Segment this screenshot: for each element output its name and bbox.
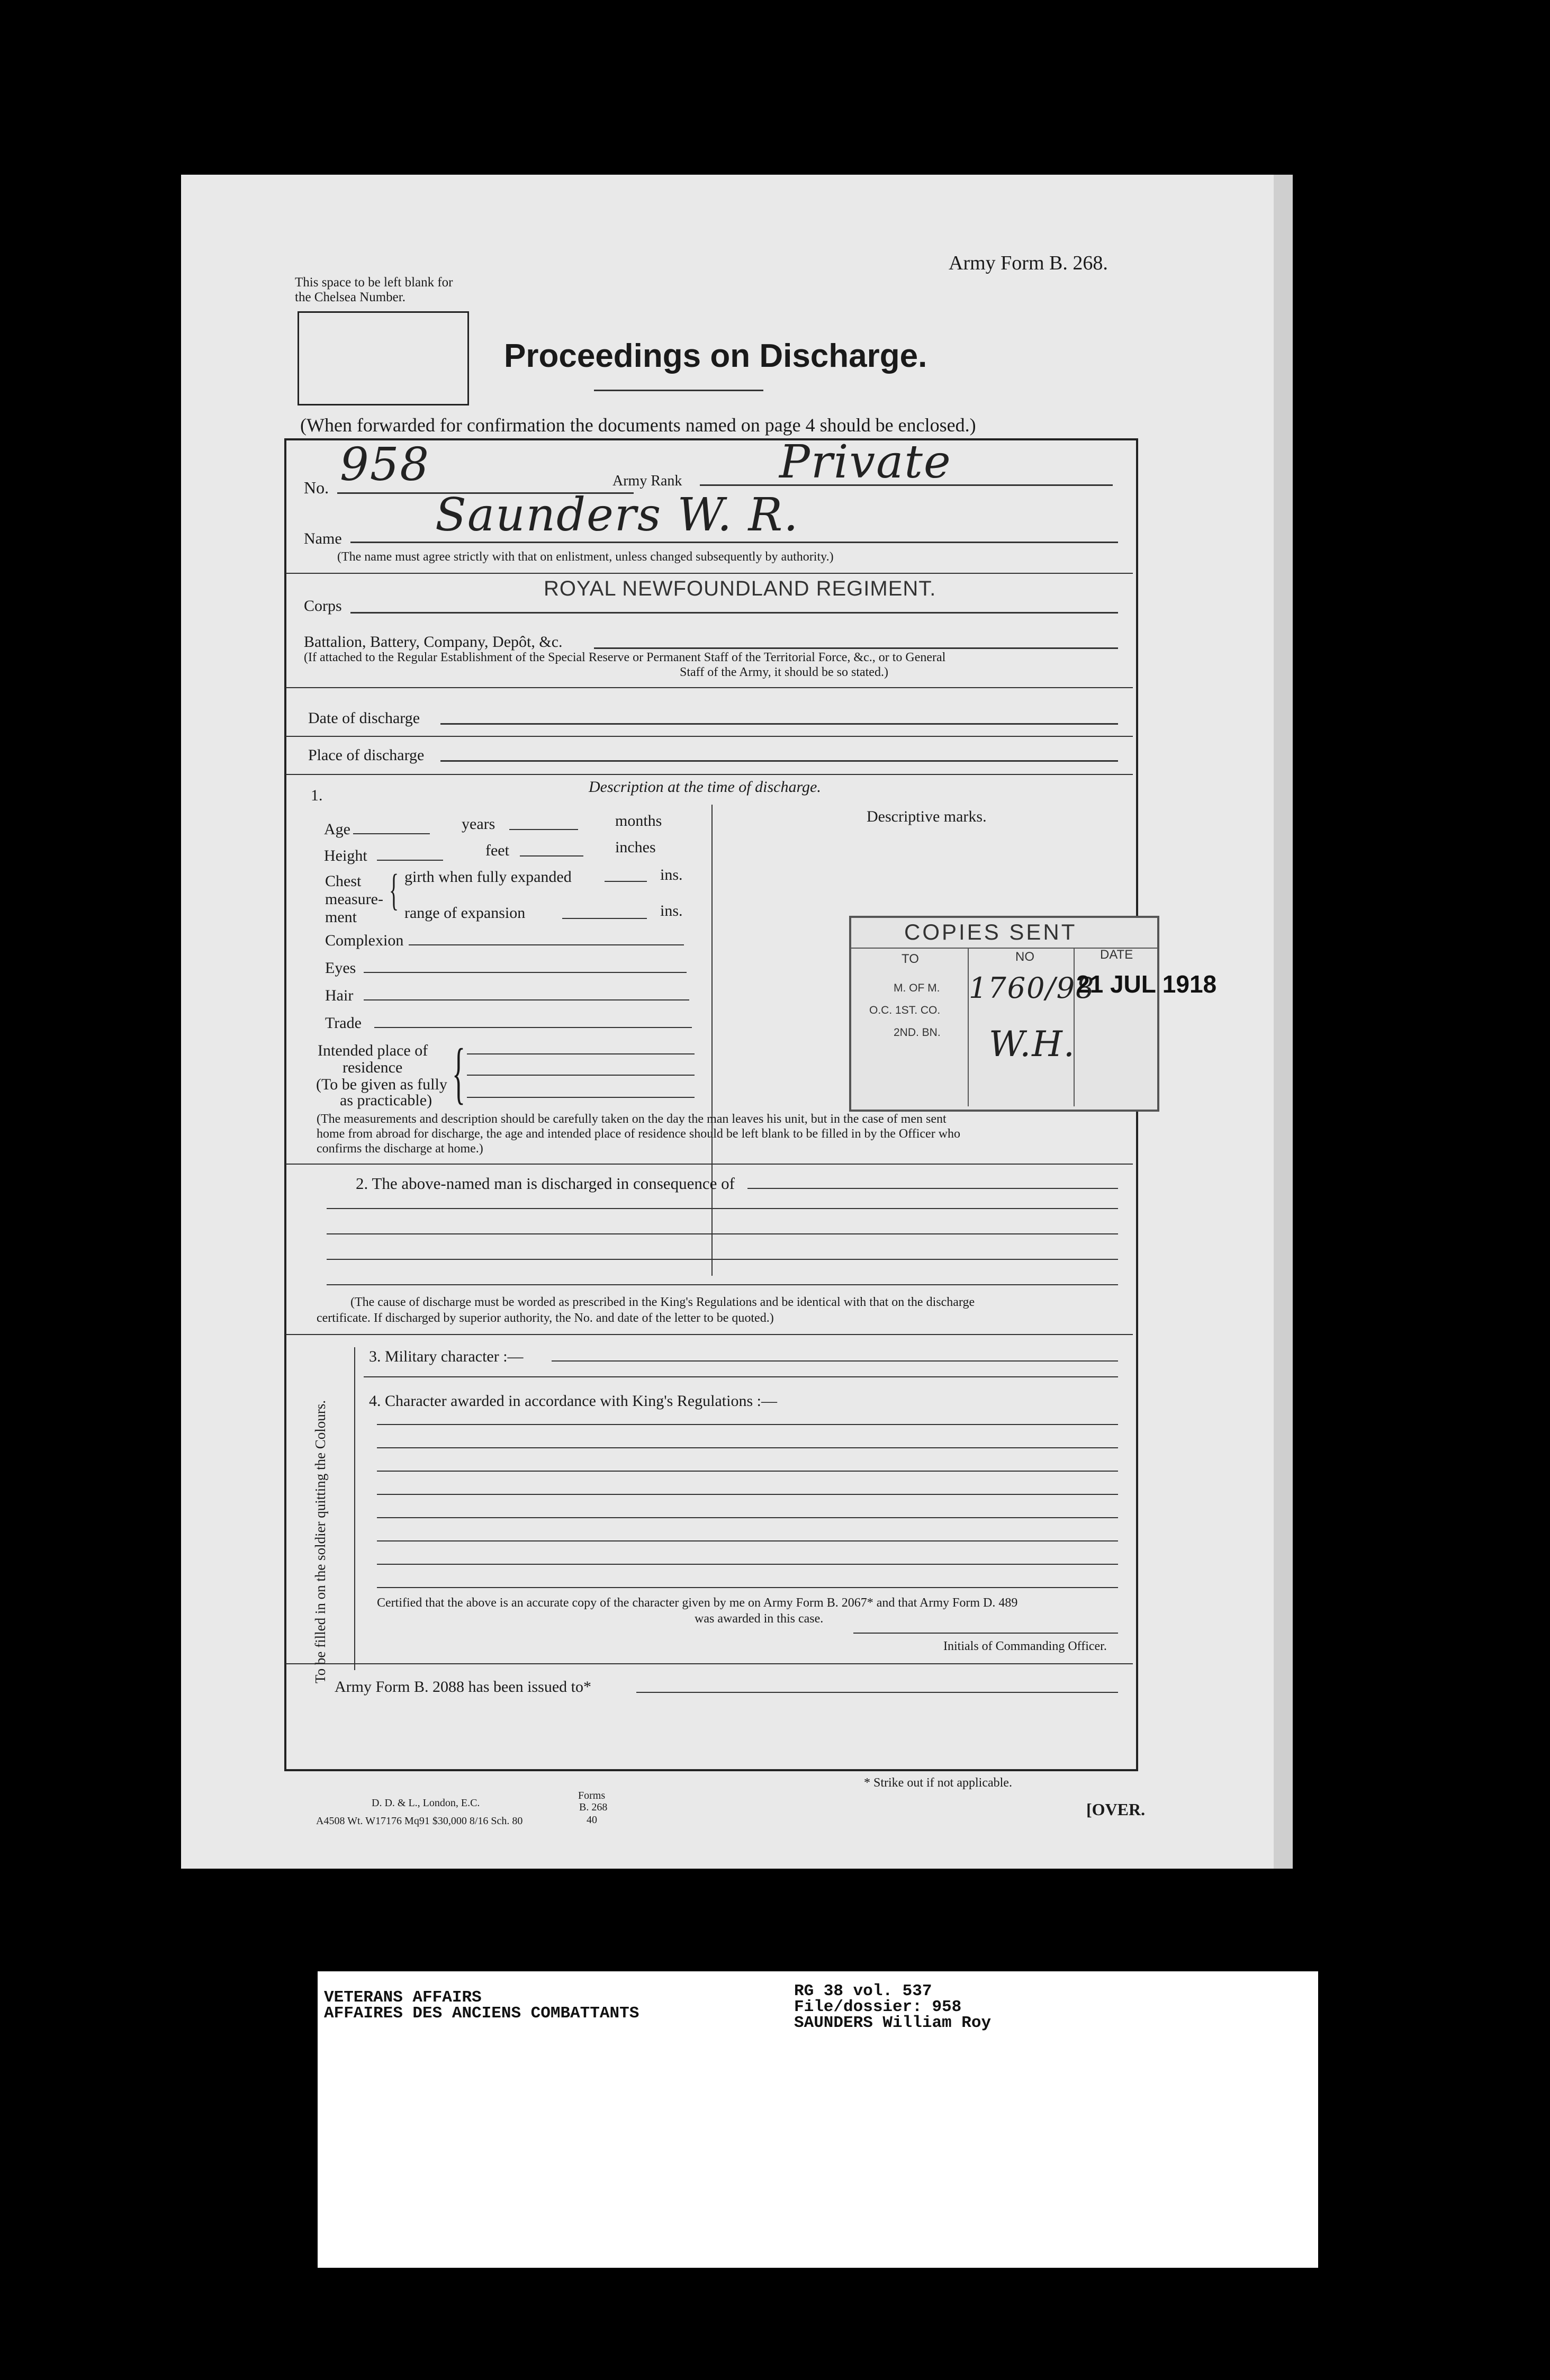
stamp-row-1: M. OF M.	[894, 982, 940, 994]
section-1-number: 1.	[311, 787, 323, 804]
sheet-edge	[1274, 175, 1293, 1869]
b2088-label: Army Form B. 2088 has been issued to*	[335, 1678, 591, 1696]
stamp-title: COPIES SENT	[904, 919, 1077, 944]
strike-out-note: * Strike out if not applicable.	[864, 1776, 1012, 1790]
chest-label: Chest	[325, 872, 362, 890]
stamp-col-date: DATE	[1100, 948, 1133, 962]
character-line	[377, 1424, 1118, 1425]
corps-value: ROYAL NEWFOUNDLAND REGIMENT.	[544, 577, 936, 600]
initials-line	[853, 1633, 1118, 1634]
rank-line	[700, 484, 1113, 486]
section-2-label: 2. The above-named man is discharged in consequence of	[356, 1174, 735, 1193]
cause-line	[327, 1259, 1118, 1260]
name-value: Saunders W. R.	[435, 489, 799, 542]
residence-label-2: residence	[343, 1059, 403, 1076]
residence-line	[467, 1075, 695, 1076]
rank-label: Army Rank	[612, 473, 682, 489]
chelsea-note: This space to be left blank for the Chelsea Number.	[295, 275, 453, 304]
section-1-title: Description at the time of discharge.	[589, 778, 821, 796]
side-note-vertical: To be filled in on the soldier quitting the Colours.	[312, 1400, 328, 1683]
section-4-label: 4. Character awarded in accordance with King's Regulations :—	[369, 1392, 777, 1410]
battalion-note: (If attached to the Regular Establishment of the Special Reserve or Permanent Staff of the Territorial Force, &c., or to General	[304, 651, 946, 664]
residence-label-3: (To be given as fully	[316, 1076, 447, 1093]
forms-number: 40	[587, 1814, 597, 1826]
archive-ref-file: File/dossier: 958	[794, 1998, 962, 2016]
stamp-col-no: NO	[1015, 950, 1034, 964]
months-label: months	[615, 812, 662, 830]
battalion-label: Battalion, Battery, Company, Depôt, &c.	[304, 633, 563, 651]
character-line	[377, 1471, 1118, 1472]
divider	[286, 1164, 1133, 1165]
page-title: Proceedings on Discharge.	[504, 338, 927, 374]
character-line	[377, 1540, 1118, 1541]
corps-label: Corps	[304, 597, 342, 615]
cause-note-2: certificate. If discharged by superior authority, the No. and date of the letter to be quoted.)	[317, 1311, 774, 1325]
divider	[286, 1334, 1133, 1335]
height-feet-line	[377, 860, 443, 861]
divider	[286, 736, 1133, 737]
cause-line	[327, 1233, 1118, 1234]
copies-sent-stamp	[849, 916, 1217, 1112]
character-line	[377, 1494, 1118, 1495]
name-line	[350, 542, 1118, 543]
character-line	[377, 1517, 1118, 1518]
place-of-discharge-label: Place of discharge	[308, 746, 425, 764]
complexion-line	[409, 944, 684, 945]
eyes-label: Eyes	[325, 959, 356, 977]
girth-label: girth when fully expanded	[404, 868, 572, 886]
eyes-line	[364, 972, 687, 973]
chelsea-number-box	[298, 311, 469, 405]
forms-value: B. 268	[579, 1801, 608, 1813]
archive-ref-name: SAUNDERS William Roy	[794, 2014, 992, 2032]
initials-label: Initials of Commanding Officer.	[943, 1639, 1107, 1653]
printer-imprint: D. D. & L., London, E.C.	[372, 1797, 480, 1809]
battalion-note-2: Staff of the Army, it should be so stated.)	[680, 665, 888, 679]
description-divider	[711, 805, 713, 1276]
cause-line	[327, 1284, 1118, 1285]
cause-line	[747, 1188, 1118, 1189]
archive-ref-volume: RG 38 vol. 537	[794, 1982, 932, 2000]
name-label: Name	[304, 530, 342, 547]
measure-label: measure-	[325, 890, 383, 908]
descriptive-marks-label: Descriptive marks.	[867, 808, 987, 825]
stamp-row-2: O.C. 1ST. CO.	[869, 1004, 941, 1016]
divider	[286, 1663, 1133, 1664]
residence-line	[467, 1053, 695, 1054]
inches-label: inches	[615, 839, 656, 856]
height-label: Height	[324, 847, 367, 864]
ment-label: ment	[325, 908, 357, 926]
archive-label-line-1: VETERANS AFFAIRS	[324, 1988, 482, 2007]
cause-line	[327, 1208, 1118, 1209]
girth-line	[605, 881, 647, 882]
character-line	[377, 1564, 1118, 1565]
height-inches-line	[520, 855, 583, 857]
range-line	[562, 918, 647, 919]
service-number: 958	[340, 438, 430, 491]
military-character-line	[552, 1360, 1118, 1362]
age-months-line	[509, 829, 578, 830]
section-3-label: 3. Military character :—	[369, 1348, 524, 1365]
archive-label	[318, 1971, 1318, 2268]
ins-label-girth: ins.	[660, 866, 683, 884]
measurement-note-3: confirms the discharge at home.)	[317, 1142, 483, 1156]
character-line	[377, 1587, 1118, 1588]
range-label: range of expansion	[404, 904, 526, 922]
character-line	[377, 1447, 1118, 1448]
b2088-line	[636, 1692, 1118, 1693]
divider	[364, 1376, 1118, 1377]
no-label: No.	[304, 478, 329, 497]
side-bracket	[354, 1347, 355, 1670]
stamp-row-3: 2ND. BN.	[894, 1026, 941, 1039]
residence-brace: {	[452, 1035, 465, 1111]
over-label: [OVER.	[1086, 1800, 1146, 1819]
ins-label-range: ins.	[660, 902, 683, 919]
divider	[286, 573, 1133, 574]
chest-brace: {	[389, 866, 399, 915]
residence-label: Intended place of	[318, 1042, 428, 1059]
stamp-number: 1760/98	[969, 971, 1095, 1005]
date-of-discharge-label: Date of discharge	[308, 709, 420, 727]
age-years-line	[353, 833, 430, 834]
form-number: Army Form B. 268.	[949, 252, 1108, 274]
hair-line	[364, 999, 689, 1000]
forms-label: Forms	[578, 1790, 606, 1801]
battalion-line	[594, 647, 1118, 649]
age-label: Age	[324, 821, 350, 838]
residence-label-4: as practicable)	[340, 1092, 432, 1109]
certified-statement: Certified that the above is an accurate copy of the character given by me on Army Form B. 2067* and that Army Form D. 489	[377, 1596, 1018, 1610]
certified-statement-2: was awarded in this case.	[695, 1612, 824, 1626]
cause-note: (The cause of discharge must be worded as prescribed in the King's Regulations and be identical with that on the discharge	[350, 1295, 975, 1309]
corps-line	[350, 612, 1118, 614]
name-note: (The name must agree strictly with that on enlistment, unless changed subsequently by authority.)	[337, 550, 834, 564]
archive-label-line-2: AFFAIRES DES ANCIENS COMBATTANTS	[324, 2004, 639, 2023]
trade-label: Trade	[325, 1014, 362, 1032]
feet-label: feet	[485, 842, 509, 859]
stamp-date: 21 JUL 1918	[1076, 970, 1217, 998]
date-line	[440, 723, 1118, 725]
divider	[286, 687, 1133, 688]
forward-note: (When forwarded for confirmation the documents named on page 4 should be enclosed.)	[300, 414, 976, 436]
residence-line	[467, 1097, 695, 1098]
measurement-note-2: home from abroad for discharge, the age and intended place of residence should be left blank to be filled in by the Officer who	[317, 1127, 961, 1141]
trade-line	[374, 1027, 692, 1028]
discharge-form-sheet	[181, 175, 1293, 1869]
hair-label: Hair	[325, 987, 354, 1004]
years-label: years	[462, 815, 495, 833]
printer-imprint-2: A4508 Wt. W17176 Mq91 $30,000 8/16 Sch. 80	[316, 1815, 523, 1827]
complexion-label: Complexion	[325, 932, 404, 949]
divider	[286, 774, 1133, 775]
title-underline	[594, 390, 763, 391]
rank-value: Private	[779, 436, 952, 489]
stamp-initials: W.H.	[989, 1024, 1076, 1065]
measurement-note: (The measurements and description should be carefully taken on the day the man leaves his unit, but in the case of men sent	[317, 1112, 947, 1126]
place-line	[440, 760, 1118, 762]
stamp-col-to: TO	[902, 952, 919, 966]
